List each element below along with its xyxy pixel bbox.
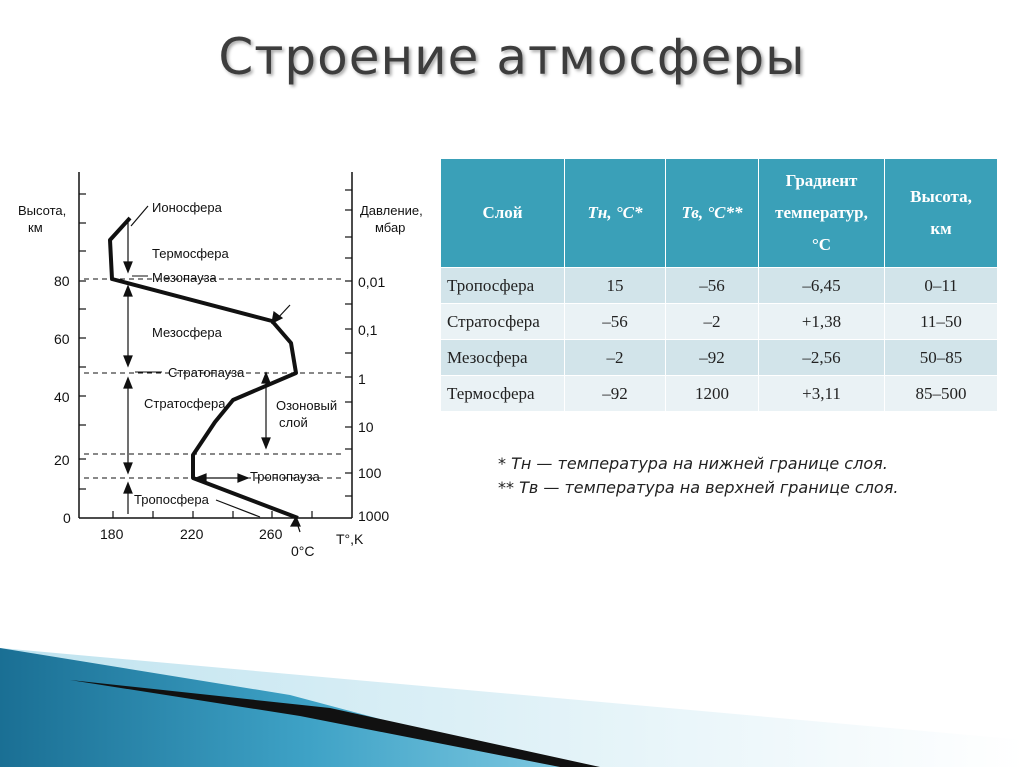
table-cell: –2,56	[759, 340, 885, 376]
table-cell: Стратосфера	[441, 304, 565, 340]
right-tick-label: 1	[358, 371, 366, 387]
table-cell: –92	[666, 340, 759, 376]
header-height	[885, 159, 998, 268]
header-text: Слой	[482, 202, 523, 222]
table-cell: –2	[565, 340, 666, 376]
left-tick-label: 0	[63, 510, 71, 526]
footnotes	[498, 452, 898, 500]
header-text: Высота,	[910, 186, 972, 206]
bottom-axis-title: T°,K	[336, 531, 364, 547]
tropopause-label: Тропопауза	[250, 469, 320, 484]
bottom-tick-label: 260	[259, 526, 283, 542]
header-text: Тв, °С**	[681, 202, 743, 222]
header-gradient	[759, 159, 885, 268]
table-row	[441, 304, 998, 340]
ozone-layer-label-line1: Озоновый	[276, 398, 338, 413]
table-cell: 50–85	[885, 340, 998, 376]
right-axis-title-line1: Давление,	[360, 203, 423, 218]
header-text: температур,	[775, 202, 868, 222]
mesopause-label: Мезопауза	[152, 270, 217, 285]
table-cell: 0–11	[885, 268, 998, 304]
left-axis-title-line1: Высота,	[18, 203, 67, 218]
atmosphere-layers-table	[440, 158, 998, 412]
header-text: Градиент	[785, 170, 858, 190]
right-tick-label: 0,1	[358, 322, 378, 338]
header-layer	[441, 159, 565, 268]
decorative-wave-banner	[0, 600, 1024, 767]
right-axis-ticks	[345, 190, 352, 496]
table-header-row	[441, 159, 998, 268]
right-axis-title-line2: мбар	[375, 220, 406, 235]
table-cell: –6,45	[759, 268, 885, 304]
table-cell: Мезосфера	[441, 340, 565, 376]
table-cell: 1200	[666, 376, 759, 412]
right-tick-label: 0,01	[358, 274, 386, 290]
left-axis-title-line2: км	[28, 220, 43, 235]
slide-title: Строение атмосферы	[218, 28, 806, 86]
troposphere-label: Тропосфера	[134, 492, 209, 507]
table-row	[441, 268, 998, 304]
left-tick-label: 80	[54, 273, 70, 289]
table-cell: –56	[565, 304, 666, 340]
header-text: км	[930, 219, 952, 238]
table-cell: –2	[666, 304, 759, 340]
table-cell: –92	[565, 376, 666, 412]
left-axis-ticks	[79, 194, 86, 489]
mesosphere-label: Мезосфера	[152, 325, 222, 340]
table-row	[441, 340, 998, 376]
left-tick-label: 60	[54, 331, 70, 347]
table-cell: Термосфера	[441, 376, 565, 412]
footnote-lower-temp: * Тн — температура на нижней границе слоя.	[498, 454, 888, 473]
table-row	[441, 376, 998, 412]
ionosphere-label: Ионосфера	[152, 200, 222, 215]
header-t-lower	[565, 159, 666, 268]
stratosphere-label: Стратосфера	[144, 396, 226, 411]
footnote-upper-temp: ** Тв — температура на верхней границе слоя.	[498, 478, 899, 497]
table-cell: –56	[666, 268, 759, 304]
atmosphere-structure-diagram	[0, 0, 440, 580]
bottom-tick-label: 180	[100, 526, 124, 542]
stratopause-label: Стратопауза	[168, 365, 245, 380]
table-cell: 11–50	[885, 304, 998, 340]
table-cell: +3,11	[759, 376, 885, 412]
right-tick-label: 1000	[358, 508, 390, 524]
ozone-layer-label-line2: слой	[279, 415, 308, 430]
table-cell: Тропосфера	[441, 268, 565, 304]
right-tick-label: 10	[358, 419, 374, 435]
table-cell: 15	[565, 268, 666, 304]
bottom-tick-label: 220	[180, 526, 204, 542]
table-cell: 85–500	[885, 376, 998, 412]
header-text: Тн, °С*	[587, 202, 643, 222]
zero-celsius-label: 0°C	[291, 543, 315, 559]
thermosphere-label: Термосфера	[152, 246, 229, 261]
right-tick-label: 100	[358, 465, 382, 481]
table-cell: +1,38	[759, 304, 885, 340]
header-text: °С	[811, 235, 832, 255]
left-tick-label: 40	[54, 389, 70, 405]
left-tick-label: 20	[54, 452, 70, 468]
header-t-upper	[666, 159, 759, 268]
